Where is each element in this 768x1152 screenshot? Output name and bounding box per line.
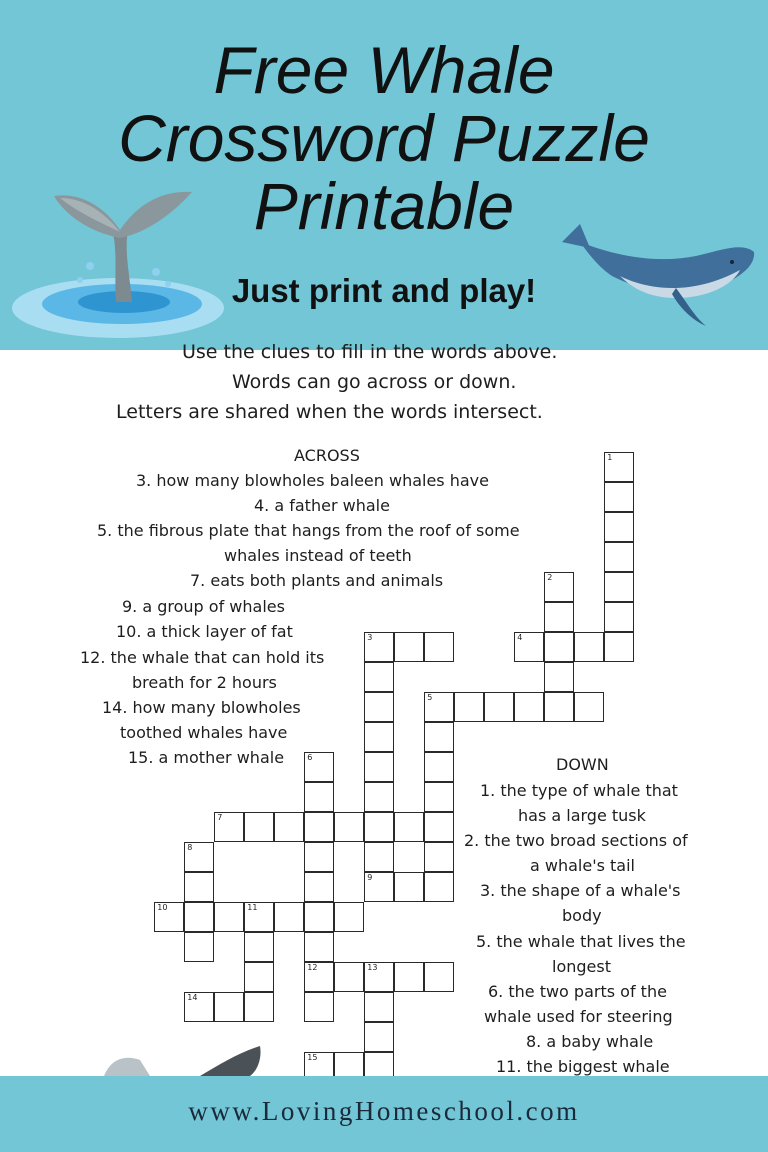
crossword-cell[interactable] — [544, 632, 574, 662]
crossword-cell[interactable] — [304, 902, 334, 932]
down-clue: has a large tusk — [518, 806, 646, 825]
crossword-cell[interactable] — [244, 902, 274, 932]
clue-number: 5 — [427, 693, 433, 703]
crossword-cell[interactable] — [424, 782, 454, 812]
down-clue: 11. the biggest whale — [496, 1057, 670, 1076]
across-clue: toothed whales have — [120, 723, 288, 742]
crossword-cell[interactable] — [304, 812, 334, 842]
crossword-cell[interactable] — [154, 902, 184, 932]
crossword-cell[interactable] — [394, 812, 424, 842]
across-clue: breath for 2 hours — [132, 673, 277, 692]
down-clue: a whale's tail — [530, 856, 635, 875]
crossword-cell[interactable] — [304, 992, 334, 1022]
crossword-cell[interactable] — [364, 662, 394, 692]
clue-number: 13 — [367, 963, 378, 973]
crossword-cell[interactable] — [214, 902, 244, 932]
crossword-cell[interactable] — [364, 842, 394, 872]
crossword-cell[interactable] — [364, 872, 394, 902]
crossword-cell[interactable] — [364, 992, 394, 1022]
crossword-cell[interactable] — [424, 722, 454, 752]
crossword-cell[interactable] — [334, 812, 364, 842]
crossword-cell[interactable] — [424, 872, 454, 902]
clue-number: 7 — [217, 813, 223, 823]
down-clue: 2. the two broad sections of — [464, 831, 688, 850]
crossword-cell[interactable] — [274, 902, 304, 932]
clue-number: 8 — [187, 843, 193, 853]
title-line-2: Crossword Puzzle — [118, 101, 650, 175]
crossword-cell[interactable] — [544, 602, 574, 632]
clue-number: 1 — [607, 453, 613, 463]
across-clue: 5. the fibrous plate that hangs from the roof of some — [97, 521, 520, 540]
crossword-cell[interactable] — [394, 632, 424, 662]
across-clue: 14. how many blowholes — [102, 698, 301, 717]
across-clue: 4. a father whale — [254, 496, 390, 515]
crossword-cell[interactable] — [604, 602, 634, 632]
header-banner — [0, 0, 768, 350]
crossword-cell[interactable] — [544, 572, 574, 602]
clue-number: 14 — [187, 993, 198, 1003]
crossword-cell[interactable] — [424, 812, 454, 842]
crossword-cell[interactable] — [544, 662, 574, 692]
crossword-cell[interactable] — [364, 752, 394, 782]
crossword-cell[interactable] — [604, 512, 634, 542]
crossword-cell[interactable] — [214, 992, 244, 1022]
crossword-cell[interactable] — [514, 632, 544, 662]
across-clue: 15. a mother whale — [128, 748, 285, 767]
title-line-1: Free Whale — [213, 33, 555, 107]
crossword-cell[interactable] — [364, 782, 394, 812]
across-clue: 9. a group of whales — [122, 597, 285, 616]
clue-number: 4 — [517, 633, 523, 643]
clue-number: 2 — [547, 573, 553, 583]
crossword-cell[interactable] — [244, 812, 274, 842]
down-clue: whale used for steering — [484, 1007, 673, 1026]
down-clue: 6. the two parts of the — [488, 982, 667, 1001]
down-clue: 1. the type of whale that — [480, 781, 678, 800]
across-clue: 3. how many blowholes baleen whales have — [136, 471, 489, 490]
clue-number: 15 — [307, 1053, 318, 1063]
crossword-cell[interactable] — [364, 632, 394, 662]
crossword-cell[interactable] — [184, 902, 214, 932]
instruction-line-1: Use the clues to fill in the words above. — [182, 341, 558, 363]
crossword-cell[interactable] — [604, 542, 634, 572]
down-heading: DOWN — [556, 755, 609, 774]
crossword-cell[interactable] — [424, 842, 454, 872]
crossword-cell[interactable] — [184, 842, 214, 872]
crossword-cell[interactable] — [574, 692, 604, 722]
crossword-cell[interactable] — [364, 692, 394, 722]
crossword-cell[interactable] — [604, 632, 634, 662]
crossword-cell[interactable] — [304, 782, 334, 812]
crossword-cell[interactable] — [424, 692, 454, 722]
down-clue: longest — [552, 957, 611, 976]
crossword-cell[interactable] — [364, 1022, 394, 1052]
crossword-cell[interactable] — [244, 962, 274, 992]
crossword-cell[interactable] — [244, 992, 274, 1022]
crossword-cell[interactable] — [364, 1052, 394, 1076]
crossword-cell[interactable] — [574, 632, 604, 662]
crossword-cell[interactable] — [364, 722, 394, 752]
crossword-cell[interactable] — [304, 962, 334, 992]
website-link[interactable]: www.LovingHomeschool.com — [188, 1096, 580, 1126]
crossword-cell[interactable] — [334, 962, 364, 992]
crossword-cell[interactable] — [424, 632, 454, 662]
crossword-cell[interactable] — [184, 992, 214, 1022]
crossword-cell[interactable] — [544, 692, 574, 722]
down-clue: 3. the shape of a whale's — [480, 881, 681, 900]
bottom-whales-illustration — [100, 1040, 270, 1080]
clue-number: 12 — [307, 963, 318, 973]
instruction-line-3: Letters are shared when the words intersect. — [116, 401, 543, 423]
crossword-cell[interactable] — [604, 452, 634, 482]
crossword-cell[interactable] — [454, 692, 484, 722]
across-clue: 7. eats both plants and animals — [190, 571, 444, 590]
crossword-cell[interactable] — [304, 842, 334, 872]
crossword-cell[interactable] — [364, 812, 394, 842]
crossword-cell[interactable] — [364, 962, 394, 992]
crossword-cell[interactable] — [184, 872, 214, 902]
clue-number: 3 — [367, 633, 373, 643]
down-clue: 5. the whale that lives the — [476, 932, 686, 951]
crossword-cell[interactable] — [334, 902, 364, 932]
crossword-cell[interactable] — [304, 932, 334, 962]
crossword-cell[interactable] — [274, 812, 304, 842]
down-clue: body — [562, 906, 602, 925]
crossword-cell[interactable] — [244, 932, 274, 962]
crossword-cell[interactable] — [184, 932, 214, 962]
clue-number: 9 — [367, 873, 373, 883]
crossword-cell[interactable] — [484, 692, 514, 722]
crossword-cell[interactable] — [394, 872, 424, 902]
crossword-cell[interactable] — [214, 812, 244, 842]
crossword-cell[interactable] — [304, 1052, 334, 1076]
crossword-cell[interactable] — [304, 872, 334, 902]
across-clue: 12. the whale that can hold its — [80, 648, 325, 667]
whale-tail-splash-illustration — [0, 180, 240, 350]
crossword-cell[interactable] — [304, 752, 334, 782]
title-line-3: Printable — [253, 169, 515, 243]
crossword-cell[interactable] — [604, 482, 634, 512]
clue-number: 11 — [247, 903, 258, 913]
instruction-line-2: Words can go across or down. — [232, 371, 517, 393]
subtitle: Just print and play! — [231, 272, 537, 309]
footer-banner — [0, 1076, 768, 1152]
crossword-cell[interactable] — [424, 962, 454, 992]
clue-number: 6 — [307, 753, 313, 763]
across-clue: 10. a thick layer of fat — [116, 622, 293, 641]
clue-number: 10 — [157, 903, 168, 913]
down-clue: 8. a baby whale — [526, 1032, 654, 1051]
crossword-cell[interactable] — [394, 962, 424, 992]
crossword-cell[interactable] — [604, 572, 634, 602]
crossword-cell[interactable] — [334, 1052, 364, 1076]
crossword-cell[interactable] — [424, 752, 454, 782]
across-clue: whales instead of teeth — [224, 546, 412, 565]
across-heading: ACROSS — [294, 446, 360, 465]
crossword-cell[interactable] — [514, 692, 544, 722]
